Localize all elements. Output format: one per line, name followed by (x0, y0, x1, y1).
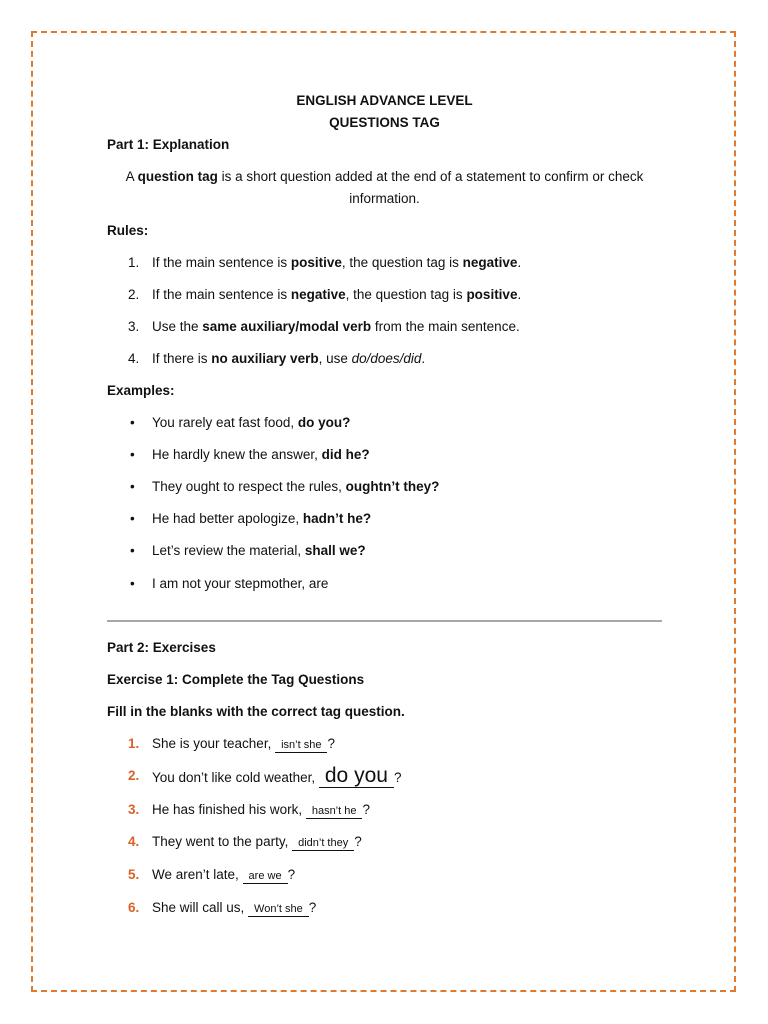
exercise-text: They went to the party, (152, 834, 293, 849)
rule-number: 3. (128, 319, 140, 334)
rule-number: 1. (128, 255, 140, 270)
question-mark: ? (287, 867, 296, 882)
exercise-text: She will call us, (152, 900, 249, 915)
exercise-number: 1. (128, 736, 140, 751)
question-mark: ? (362, 802, 370, 817)
exercise-item (107, 765, 662, 789)
example-text: He had better apologize, (152, 511, 303, 526)
example-tag: do you? (297, 415, 351, 430)
rule-text: from the main sentence. (371, 319, 520, 334)
rule-item (107, 252, 662, 274)
example-item (107, 573, 662, 595)
rule-item (107, 316, 662, 338)
bullet: • (130, 479, 135, 494)
title-line-2: QUESTIONS TAG (329, 115, 440, 130)
answer-blank[interactable]: didn’t they (292, 837, 354, 851)
intro-text-a: A (125, 169, 138, 184)
example-tag: oughtn’t they? (345, 479, 440, 494)
rules-heading: Rules: (107, 223, 149, 238)
rule-number: 4. (128, 351, 140, 366)
question-mark: ? (393, 770, 402, 785)
examples-list (107, 412, 662, 595)
bullet: • (130, 543, 135, 558)
example-text: He hardly knew the answer, (152, 447, 322, 462)
rule-bold: positive (466, 287, 518, 302)
example-item (107, 476, 662, 498)
rule-bold: positive (290, 255, 342, 270)
question-mark: ? (354, 834, 362, 849)
rule-bold: same auxiliary/modal verb (202, 319, 372, 334)
example-text: You rarely eat fast food, (152, 415, 298, 430)
exercise-item (107, 799, 662, 821)
exercise-number: 6. (128, 900, 140, 915)
rule-text: , use (318, 351, 352, 366)
intro-paragraph (107, 166, 662, 210)
bullet: • (130, 576, 135, 591)
exercise-instruction: Fill in the blanks with the correct tag question. (107, 704, 405, 719)
rule-bold: negative (462, 255, 518, 270)
document-title (107, 90, 662, 134)
exercise-number: 3. (128, 802, 140, 817)
answer-blank[interactable]: do you (319, 765, 394, 788)
rule-italic: do/does/did (351, 351, 422, 366)
document-content (107, 90, 662, 919)
rule-bold: no auxiliary verb (211, 351, 319, 366)
rule-item (107, 284, 662, 306)
rule-text: If the main sentence is (152, 255, 291, 270)
exercise-text: You don’t like cold weather, (152, 770, 319, 785)
part2-heading: Part 2: Exercises (107, 640, 216, 655)
answer-blank[interactable]: Won’t she (248, 903, 309, 917)
exercise-text: He has finished his work, (152, 802, 306, 817)
example-item (107, 508, 662, 530)
question-mark: ? (327, 736, 335, 751)
title-line-1: ENGLISH ADVANCE LEVEL (296, 93, 473, 108)
example-text: Let’s review the material, (152, 543, 305, 558)
example-item (107, 540, 662, 562)
exercise-text: We aren’t late, (152, 867, 243, 882)
part1-heading: Part 1: Explanation (107, 137, 230, 152)
rule-text: . (517, 287, 522, 302)
example-item (107, 412, 662, 434)
rule-text: , the question tag is (345, 287, 467, 302)
rule-text: If there is (152, 351, 212, 366)
example-tag: hadn’t he? (302, 511, 372, 526)
rule-text: . (421, 351, 426, 366)
section-divider (107, 620, 662, 622)
answer-blank[interactable]: isn’t she (275, 739, 327, 753)
exercise-item (107, 831, 662, 853)
rule-item (107, 348, 662, 370)
exercise-number: 4. (128, 834, 140, 849)
exercise-text: She is your teacher, (152, 736, 276, 751)
examples-heading: Examples: (107, 383, 175, 398)
rule-number: 2. (128, 287, 140, 302)
bullet: • (130, 511, 135, 526)
intro-term: question tag (137, 169, 218, 184)
exercise-item (107, 897, 662, 919)
intro-text-b: is a short question added at the end of a statement to confirm or check information. (217, 169, 644, 206)
example-text: I am not your stepmother, are (152, 576, 329, 591)
exercise-item (107, 733, 662, 755)
bullet: • (130, 415, 135, 430)
example-item (107, 444, 662, 466)
exercise-title: Exercise 1: Complete the Tag Questions (107, 672, 365, 687)
exercise-number: 5. (128, 867, 140, 882)
exercise-list (107, 733, 662, 919)
rule-text: Use the (152, 319, 203, 334)
example-tag: did he? (321, 447, 370, 462)
example-text: They ought to respect the rules, (152, 479, 346, 494)
bullet: • (130, 447, 135, 462)
example-tag: shall we? (304, 543, 366, 558)
exercise-number: 2. (128, 768, 140, 783)
rule-text: If the main sentence is (152, 287, 291, 302)
rule-bold: negative (290, 287, 346, 302)
answer-blank[interactable]: hasn’t he (306, 805, 363, 819)
rule-text: , the question tag is (341, 255, 463, 270)
question-mark: ? (308, 900, 317, 915)
rule-text: . (517, 255, 522, 270)
rules-list (107, 252, 662, 370)
answer-blank[interactable]: are we (243, 870, 288, 884)
exercise-item (107, 864, 662, 886)
